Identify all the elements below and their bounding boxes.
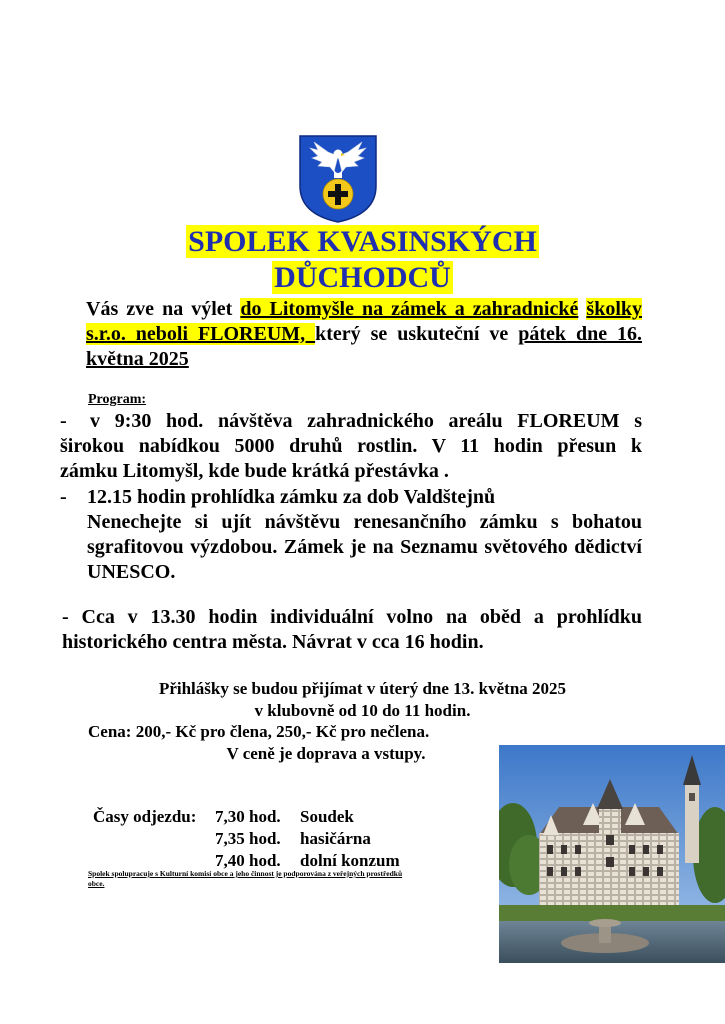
departure-place: Soudek — [300, 807, 354, 826]
title-line-2 — [0, 261, 725, 295]
sponsor-footnote-line-2: obce. — [88, 879, 105, 888]
program-item-2-body: Nenechejte si ujít návštěvu renesančního zámku s bohatou sgrafitovou výzdobou. Zámek je na Seznamu světového dědictví UNESCO. — [87, 511, 642, 583]
title-line-2-text: DŮCHODCŮ — [274, 261, 451, 294]
program-item-2-dash: - — [60, 486, 67, 508]
invitation-highlight-a: do Litomyšle na zámek a zahradnické — [240, 298, 579, 320]
trip-date: pátek dne 16. května 2025 — [86, 323, 643, 370]
invitation-lead: Vás zve na výlet — [86, 298, 241, 320]
program-item-3: - Cca v 13.30 hodin individuální volno na oběd a prohlídku historického centra města. Návrat v cca 16 hodin. — [62, 606, 642, 653]
coat-of-arms-icon — [298, 134, 378, 224]
departure-row — [215, 851, 400, 871]
program-item-1-line-1: v 9:30 hod. návštěva zahradnického areálu FLOREUM s — [90, 410, 642, 432]
invitation-tail: který se uskuteční ve — [315, 323, 509, 345]
departure-time: 7,40 hod. — [215, 851, 281, 870]
departure-place: hasičárna — [300, 829, 371, 848]
castle-photo — [499, 745, 725, 963]
program-item-1-line-2: širokou nabídkou 5000 druhů rostlin. V 11 hodin přesun k — [60, 435, 642, 457]
sponsor-footnote — [88, 869, 510, 889]
departure-row — [215, 829, 371, 849]
invitation-paragraph — [86, 297, 642, 372]
program-item-1 — [60, 409, 642, 484]
program-item-2-heading: 12.15 hodin prohlídka zámku za dob Valdštejnů — [87, 486, 496, 508]
program-label: Program: — [88, 392, 147, 407]
title-line-1-text: SPOLEK KVASINSKÝCH — [188, 225, 537, 258]
departure-time: 7,30 hod. — [215, 807, 281, 826]
price-included-line: V ceně je doprava a vstupy. — [226, 744, 426, 763]
sponsor-footnote-line-1: Spolek spolupracuje s Kulturní komisí obce a jeho činnost je podporována z veřejných prostředků — [88, 869, 403, 878]
program-item-1-dash: - — [60, 410, 67, 432]
price-line: Cena: 200,- Kč pro člena, 250,- Kč pro nečlena. — [88, 722, 430, 741]
registration-line-2: v klubovně od 10 do 11 hodin. — [254, 701, 471, 720]
registration-line-1: Přihlášky se budou přijímat v úterý dne 13. května 2025 — [158, 679, 567, 698]
departure-label: Časy odjezdu: — [93, 807, 197, 826]
invitation-highlight-b: školky s.r.o. neboli FLOREUM, — [86, 298, 642, 345]
title-line-1 — [0, 225, 725, 259]
departure-row — [215, 807, 354, 827]
departure-time: 7,35 hod. — [215, 829, 281, 848]
program-item-2 — [60, 485, 642, 585]
program-item-1-line-3: zámku Litomyšl, kde bude krátká přestávka . — [60, 460, 449, 482]
departure-place: dolní konzum — [300, 851, 400, 870]
